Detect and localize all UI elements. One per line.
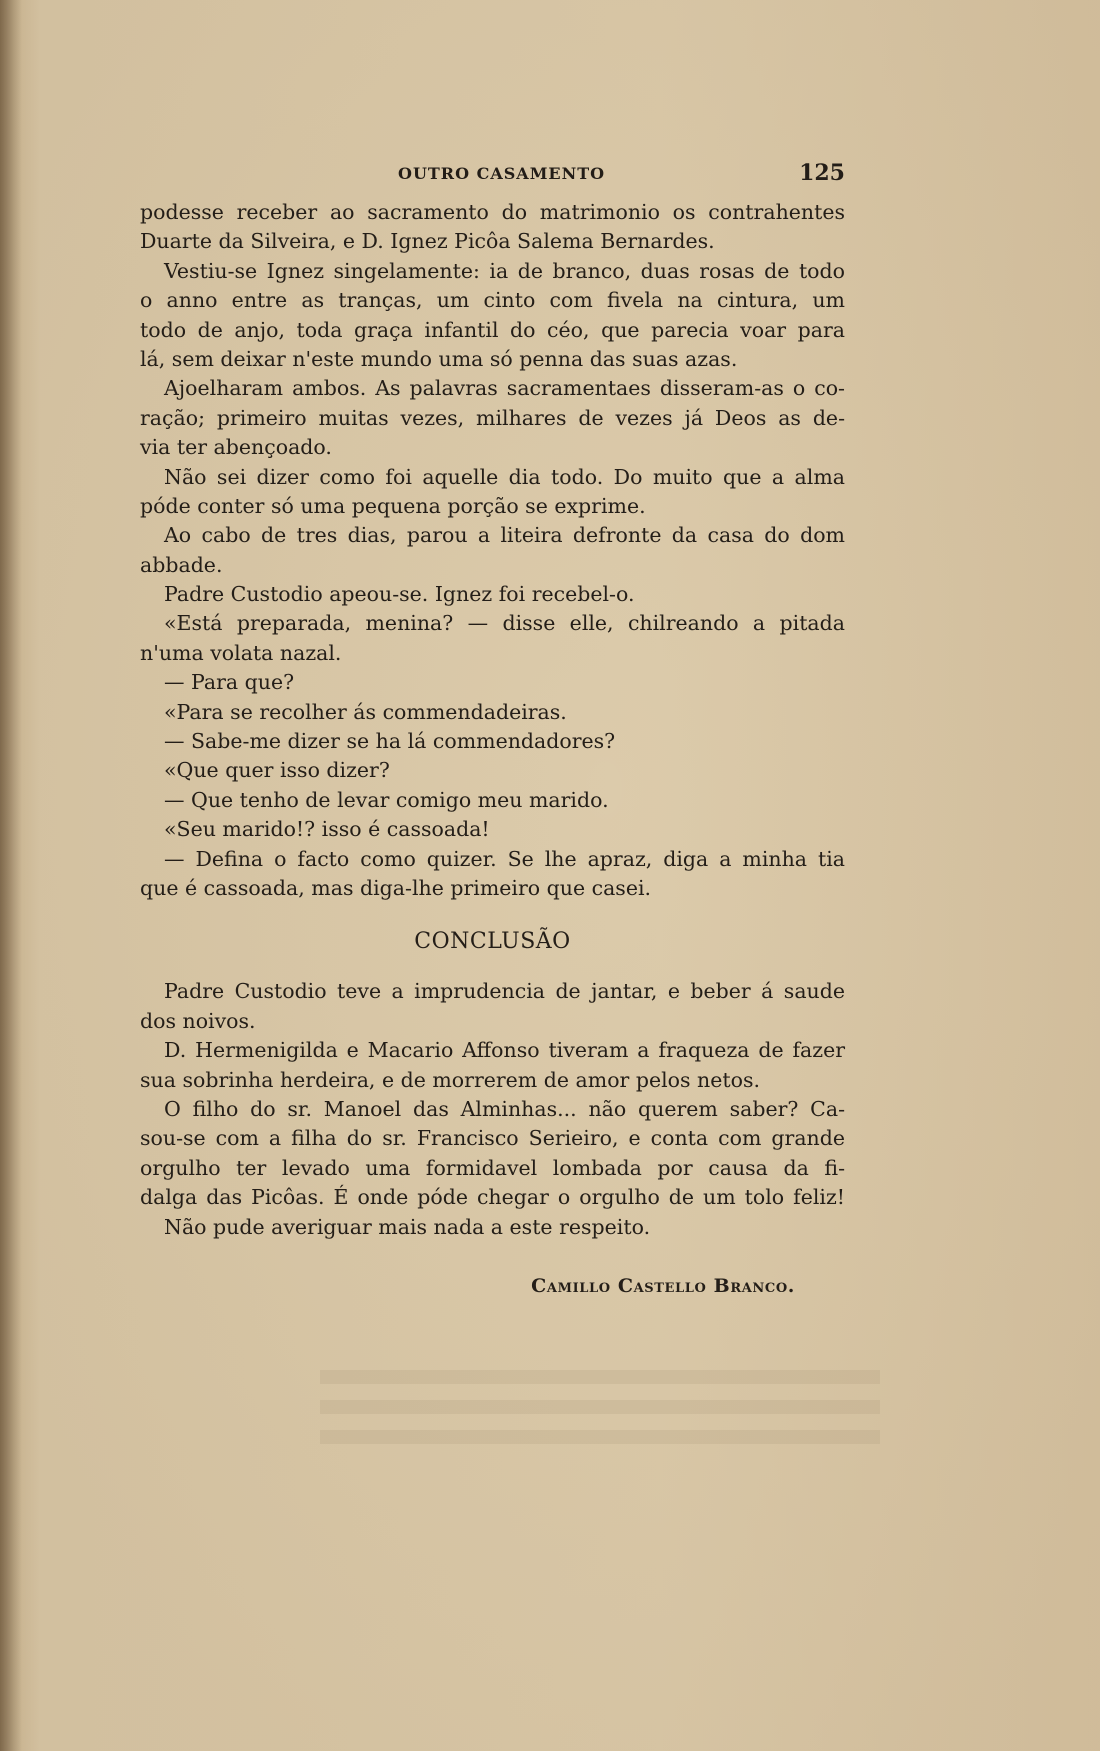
text-line: Ao cabo de tres dias, parou a liteira defronte da casa do dom xyxy=(164,523,845,548)
spine-shadow xyxy=(0,0,22,1751)
text-line: Não sei dizer como foi aquelle dia todo. Do muito que a alma xyxy=(164,464,845,489)
text-line: ração; primeiro muitas vezes, milhares de vezes já Deos as de- xyxy=(140,405,845,430)
page-number: 125 xyxy=(799,160,845,186)
text-line: que é cassoada, mas diga-lhe primeiro que casei. xyxy=(140,875,652,900)
text-line: «Está preparada, menina? — disse elle, chilreando a pitada xyxy=(164,611,845,636)
text-line: «Seu marido!? isso é cassoada! xyxy=(164,817,490,842)
text-line: — Para que? xyxy=(164,670,295,695)
text-line: dalga das Picôas. É onde póde chegar o orgulho de um tolo feliz! xyxy=(140,1185,845,1210)
text-line: Ajoelharam ambos. As palavras sacramentaes disseram-as o co- xyxy=(164,376,845,401)
text-line: — Sabe-me dizer se ha lá commendadores? xyxy=(164,729,616,754)
text-line: Padre Custodio teve a imprudencia de jantar, e beber á saude xyxy=(164,979,845,1004)
text-line: «Que quer isso dizer? xyxy=(164,758,390,783)
text-line: D. Hermenigilda e Macario Affonso tiveram a fraqueza de fazer xyxy=(164,1038,845,1063)
author-signature: Camillo Castello Branco. xyxy=(531,1274,795,1297)
text-line: dos noivos. xyxy=(140,1008,256,1033)
text-line: sua sobrinha herdeira, e de morrerem de amor pelos netos. xyxy=(140,1067,760,1092)
text-line: póde conter só uma pequena porção se exprime. xyxy=(140,493,646,518)
text-line: Duarte da Silveira, e D. Ignez Picôa Salema Bernardes. xyxy=(140,229,715,254)
text-line: Padre Custodio apeou-se. Ignez foi recebel-o. xyxy=(164,582,635,607)
text-line: n'uma volata nazal. xyxy=(140,640,342,665)
text-line: o anno entre as tranças, um cinto com fivela na cintura, um xyxy=(140,288,845,313)
text-line: «Para se recolher ás commendadeiras. xyxy=(164,699,567,724)
text-line: Vestiu-se Ignez singelamente: ia de branco, duas rosas de todo xyxy=(164,258,845,283)
text-line: O filho do sr. Manoel das Alminhas... não querem saber? Ca- xyxy=(164,1096,845,1121)
text-line: podesse receber ao sacramento do matrimonio os contrahentes xyxy=(140,200,845,224)
text-line: abbade. xyxy=(140,552,223,577)
text-line: via ter abençoado. xyxy=(140,435,332,460)
text-line: orgulho ter levado uma formidavel lombada por causa da fi- xyxy=(140,1155,845,1180)
page-text xyxy=(140,198,845,1302)
running-head: OUTRO CASAMENTO xyxy=(398,164,606,183)
text-line: sou-se com a filha do sr. Francisco Serieiro, e conta com grande xyxy=(140,1126,845,1151)
page-header xyxy=(140,160,845,190)
text-line: todo de anjo, toda graça infantil do céo, que parecia voar para xyxy=(140,317,845,342)
text-line: lá, sem deixar n'este mundo uma só penna das suas azas. xyxy=(140,346,738,371)
show-through-print xyxy=(320,1370,880,1460)
section-title: CONCLUSÃO xyxy=(414,929,571,955)
text-line: — Defina o facto como quizer. Se lhe apraz, diga a minha tia xyxy=(164,846,845,871)
text-line: Não pude averiguar mais nada a este respeito. xyxy=(164,1214,651,1239)
text-line: — Que tenho de levar comigo meu marido. xyxy=(164,787,609,812)
